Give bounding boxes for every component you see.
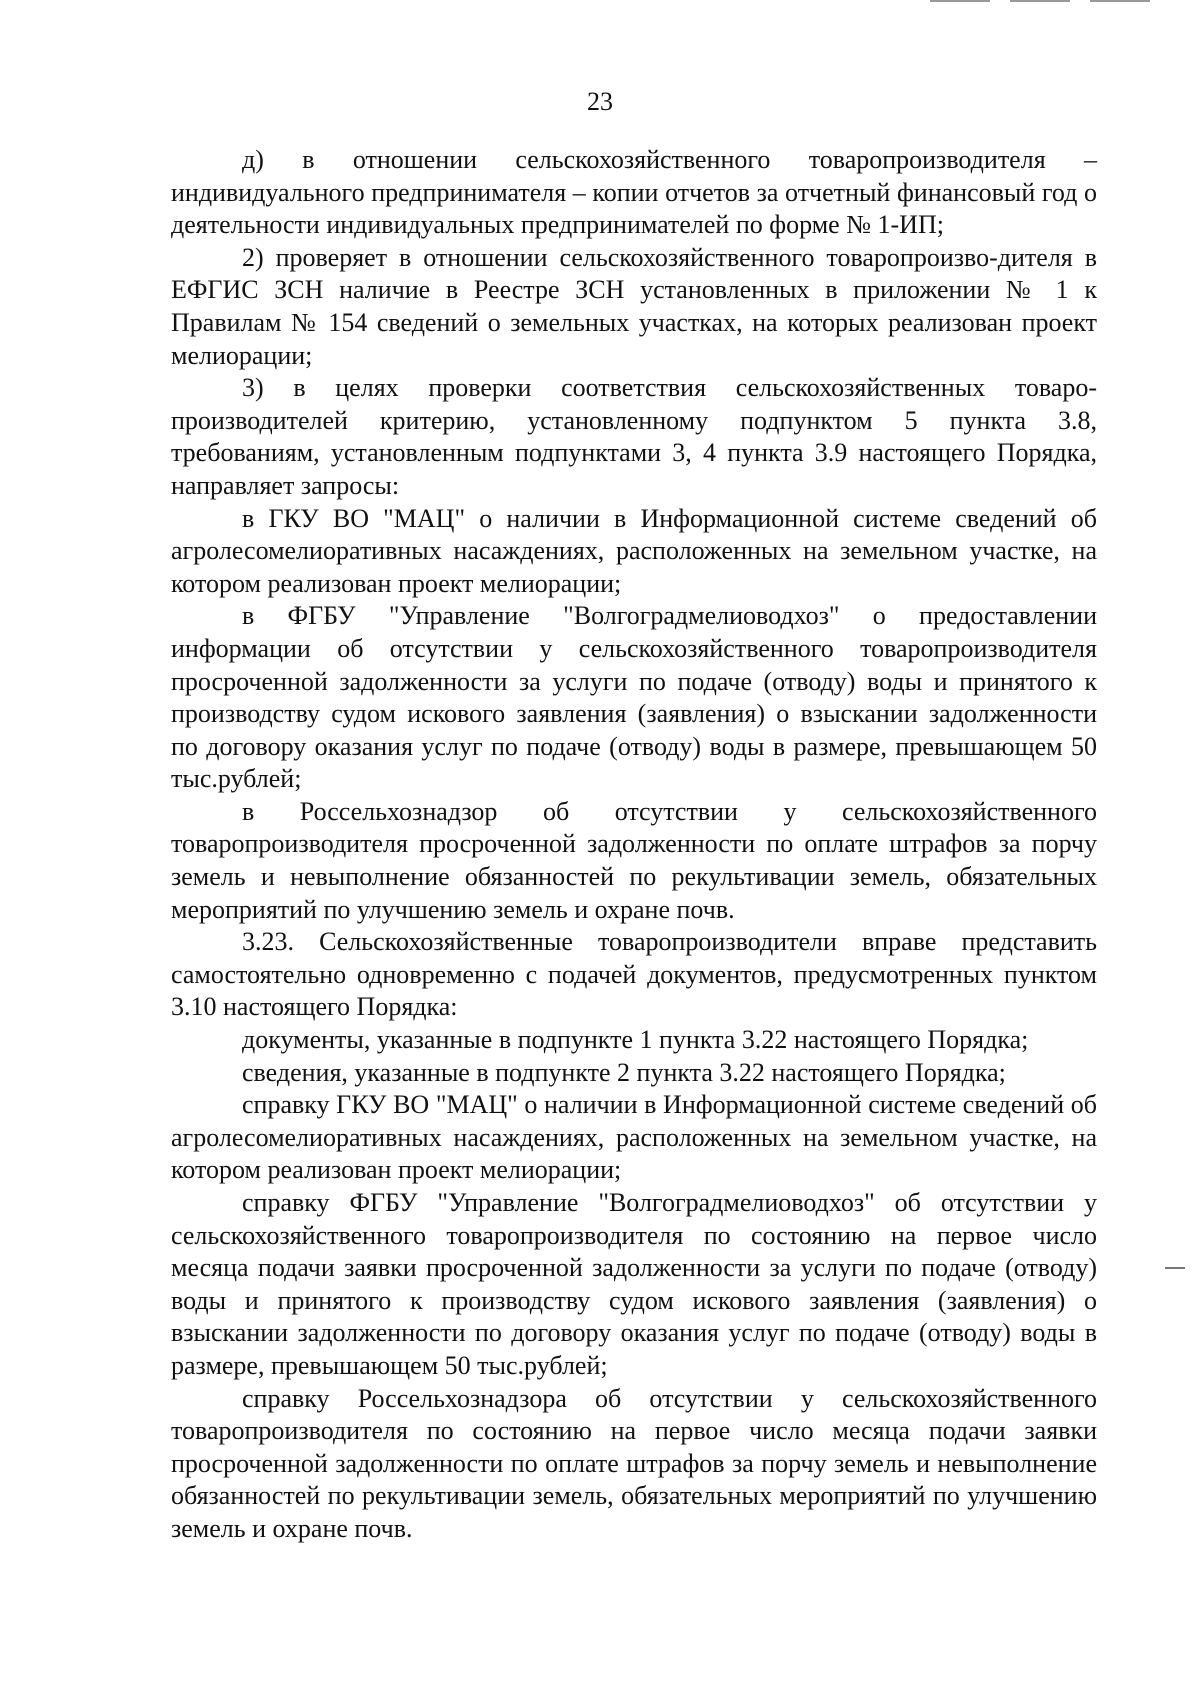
paragraph: справку ФГБУ "Управление "Волгоградмелиоводхоз" об отсутствии у сельскохозяйственного товаропроизводителя по состоянию на первое число месяца подачи заявки просроченной задолженности за услуги по подаче (отводу) воды и принятого к производству судом искового заявления (заявления) о взыскании задолженности по договору оказания услуг по подаче (отводу) воды в размере, превышающем 50 тыс.рублей;: [171, 1188, 1097, 1380]
paragraph: в Россельхознадзор об отсутствии у сельскохозяйственного товаропроизводителя просроченной задолженности по оплате штрафов за порчу земель и невыполнение обязанностей по рекультивации земель, обязательных мероприятий по улучшению земель и охране почв.: [171, 796, 1097, 924]
scan-artifact-line: [1010, 0, 1070, 2]
paragraph: д) в отношении сельскохозяйственного товаропроизводителя – индивидуального предпринимателя – копии отчетов за отчетный финансовый год о деятельности индивидуальных предпринимателей по форме № 1-ИП;: [171, 145, 1097, 240]
document-body: [171, 144, 1097, 1546]
scan-artifact-line: [1090, 0, 1150, 2]
paragraph: сведения, указанные в подпункте 2 пункта 3.22 настоящего Порядка;: [242, 1057, 1006, 1087]
paragraph: справку Россельхознадзора об отсутствии у сельскохозяйственного товаропроизводителя по состоянию на первое число месяца подачи заявки просроченной задолженности по оплате штрафов за порчу земель и невыполнение обязанностей по рекультивации земель, обязательных мероприятий по улучшению земель и охране почв.: [171, 1383, 1097, 1543]
page-number: 23: [587, 87, 613, 116]
paragraph: справку ГКУ ВО "МАЦ" о наличии в Информационной системе сведений об агролесомелиоративных насаждениях, расположенных на земельном участке, на котором реализован проект мелиорации;: [171, 1090, 1097, 1185]
paragraph: 3) в целях проверки соответствия сельскохозяйственных товаро-производителей критерию, установленному подпунктом 5 пункта 3.8, требованиям, установленным подпунктами 3, 4 пункта 3.9 настоящего Порядка, направляет запросы:: [171, 373, 1097, 500]
scan-artifact-line: [930, 0, 990, 2]
paragraph: 3.23. Сельскохозяйственные товаропроизводители вправе представить самостоятельно одновременно с подачей документов, предусмотренных пунктом 3.10 настоящего Порядка:: [171, 927, 1097, 1022]
scan-artifact-dash: [1165, 1267, 1185, 1269]
paragraph: в ГКУ ВО "МАЦ" о наличии в Информационной системе сведений об агролесомелиоративных насаждениях, расположенных на земельном участке, на котором реализован проект мелиорации;: [171, 503, 1097, 598]
paragraph: документы, указанные в подпункте 1 пункта 3.22 настоящего Порядка;: [242, 1025, 1029, 1055]
paragraph: 2) проверяет в отношении сельскохозяйственного товаропроизво-дителя в ЕФГИС ЗСН наличие в Реестре ЗСН установленных в приложении № 1 к Правилам № 154 сведений о земельных участках, на которых реализован проект мелиорации;: [171, 242, 1097, 370]
paragraph: в ФГБУ "Управление "Волгоградмелиоводхоз" о предоставлении информации об отсутствии у сельскохозяйственного товаропроизводителя просроченной задолженности за услуги по подаче (отводу) воды и принятого к производству судом искового заявления (заявления) о взыскании задолженности по договору оказания услуг по подаче (отводу) воды в размере, превышающем 50 тыс.рублей;: [171, 601, 1097, 794]
